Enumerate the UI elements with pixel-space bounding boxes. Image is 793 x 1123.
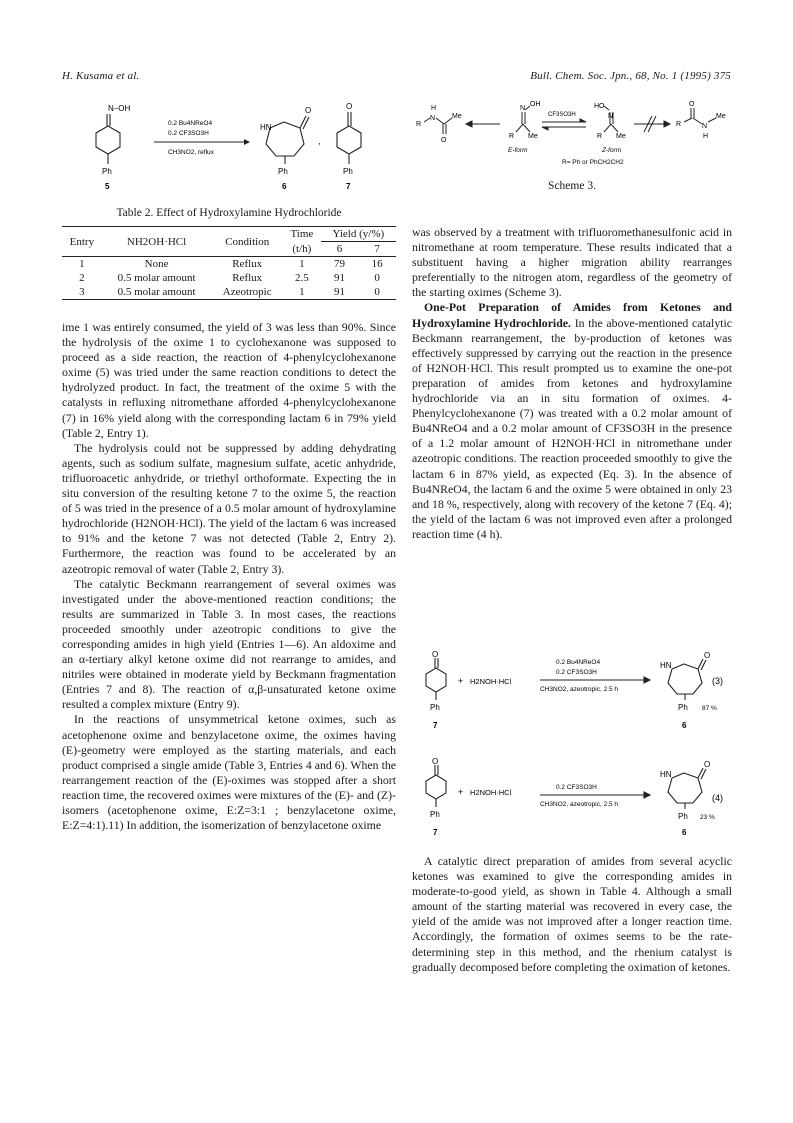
eq4-yield: 23 %: [700, 814, 715, 821]
s3-me-left: Me: [452, 113, 462, 120]
cell-yield-7: 0: [358, 285, 396, 300]
ketone-7-o: O: [346, 102, 353, 111]
cell-condition: Reflux: [232, 258, 263, 270]
ketone-7-ph: Ph: [343, 167, 353, 176]
right-column-body-bottom: [412, 854, 732, 975]
eq3-reagent: H2NOH·HCl: [470, 677, 512, 686]
cell-entry: 2: [79, 272, 85, 284]
table-row: [62, 271, 396, 285]
oxime-5-noh-label: N–OH: [108, 104, 131, 113]
lactam-6-o: O: [305, 106, 312, 115]
table2-header-yield: Yield (y/%): [321, 227, 396, 242]
cell-time: 1: [299, 258, 305, 270]
compound-label-6: 6: [282, 182, 287, 191]
table2-caption: Table 2. Effect of Hydroxylamine Hydrochloride: [116, 207, 342, 219]
lactam-6-ph: Ph: [278, 167, 288, 176]
eq3-label-left: 7: [433, 721, 438, 730]
section-heading: One-Pot Preparation of Amides from Ketones and Hydroxylamine Hydrochloride.: [412, 300, 732, 330]
s3-z-form: Z-form: [602, 147, 622, 154]
compound-label-7: 7: [346, 182, 351, 191]
eq3-hn: HN: [660, 661, 672, 670]
table2-header-col7: 7: [358, 242, 396, 257]
table2-header-time-unit: (t/h): [283, 242, 321, 257]
s3-me-e: Me: [528, 133, 538, 140]
s3-h-right: H: [703, 133, 709, 140]
eq3-cat-2: 0.2 CF3SO3H: [556, 669, 597, 676]
right-column-body-top: [412, 225, 732, 542]
s3-r-right: R: [676, 121, 682, 128]
s3-e-form: E-form: [508, 147, 528, 154]
cell-reagent: 0.5 molar amount: [117, 272, 196, 284]
cell-reagent: 0.5 molar amount: [102, 285, 212, 300]
eq3-lactam-ph: Ph: [678, 703, 688, 712]
paragraph: The catalytic Beckmann rearrangement of several oximes was investigated under the above-mentioned reaction conditions; the results are summarized in Table 3. In most cases, the reactions proceeded smoothly under azeotropic conditions to give the corresponding amides in high yield (Entries 1—6). An aldoxime and an α-tertiary alkyl ketone oxime did not rearrange to amides, and nitriles were obtained in moderate yield by Beckmann fragmentation (Entries 7 and 8). The reaction of α,β-unsaturated ketone oxime resulted a complex mixture (Entry 9).: [62, 576, 396, 712]
eq4-ketone-ph: Ph: [430, 810, 440, 819]
eq4-plus: +: [458, 787, 464, 797]
scheme-comma: ,: [318, 136, 321, 146]
eq4-hn: HN: [660, 770, 672, 779]
cell-yield-7: 0: [374, 272, 380, 284]
cell-time: 1: [283, 285, 321, 300]
paragraph: In the reactions of unsymmetrical ketone oximes, such as acetophenone oxime and benzylacetone oxime, the oximes having (E)-geometry were employed as the starting materials, and each product comprised a single amide (Table 3, Entries 4 and 6). When the rearrangement reaction of the (E)-oximes was stopped after a short reaction time, the recovered oximes were mixtures of the (E)- and (Z)-isomers (acetophenone oxime, E:Z=3:1 ; benzylacetone oxime, E:Z=4:1).11) In addition, the isomerization of benzylacetone oxime: [62, 712, 396, 833]
equation-4: [412, 755, 732, 839]
table2-header-entry: Entry: [62, 227, 102, 257]
eq3-yield: 87 %: [702, 705, 717, 712]
s3-me-right: Me: [716, 113, 726, 120]
s3-reagent: CF3SO3H: [548, 112, 576, 118]
eq4-conditions: CH3NO2, azeotropic, 2.5 h: [540, 801, 619, 808]
paragraph: [412, 300, 732, 542]
compound-label-5: 5: [105, 182, 110, 191]
scheme-oxime-rearrangement: [62, 98, 396, 198]
left-column-body: [62, 320, 396, 833]
scheme3-caption: Scheme 3.: [548, 180, 596, 192]
scheme-conditions: CH3NO2, reflux: [168, 149, 214, 156]
table2-header-col6: 6: [321, 242, 359, 257]
s3-r-left: R: [416, 121, 422, 128]
eq3-cat-1: 0.2 Bu4NReO4: [556, 659, 601, 666]
s3-o-right: O: [689, 101, 695, 108]
eq3-ketone-ph: Ph: [430, 703, 440, 712]
s3-r-definition: R= Ph or PhCH2CH2: [562, 159, 624, 166]
scheme-reagent-1: 0.2 Bu4NReO4: [168, 120, 213, 127]
cell-entry: 1: [79, 258, 85, 270]
lactam-6-hn: HN: [260, 123, 272, 132]
table-row: [62, 257, 396, 272]
table2: [62, 226, 396, 300]
eq4-reagent: H2NOH·HCl: [470, 788, 512, 797]
cell-condition: Reflux: [232, 272, 263, 284]
eq4-lactam-ph: Ph: [678, 812, 688, 821]
s3-oh-e: OH: [530, 101, 541, 108]
cell-time: 2.5: [294, 272, 309, 284]
cell-yield-6: 91: [321, 285, 359, 300]
paragraph: ime 1 was entirely consumed, the yield of 3 was less than 90%. Since the hydrolysis of the oxime 1 to cyclohexanone was supposed to proceed as a side reaction, the reaction of 4-phenylcyclohexanone oxime (5) was tried under the same reaction conditions to detect the hydrolyzed product. In fact, the treatment of the oxime 5 with the catalysts in refluxing nitromethane afforded 4-phenylcyclohexanone (7) in 16% yield along with the corresponding lactam 6 in 79% yield (Table 2, Entry 1).: [62, 320, 396, 440]
eq4-cat-1: 0.2 CF3SO3H: [556, 784, 597, 791]
table2-header-time: Time: [283, 227, 321, 242]
cell-yield-7: 16: [371, 258, 383, 270]
eq4-label-left: 7: [433, 828, 438, 837]
cell-yield-6: 79: [333, 258, 345, 270]
cell-yield-6: 91: [333, 272, 345, 284]
running-header-authors: H. Kusama et al.: [62, 70, 140, 82]
eq3-plus: +: [458, 676, 464, 686]
oxime-5-structure: [96, 114, 120, 164]
eq4-number: (4): [712, 793, 723, 803]
paragraph: The hydrolysis could not be suppressed by adding dehydrating agents, such as sodium sulfate, magnesium sulfate, acetic anhydride, trifluoroacetic anhydride, or triethyl orthoformate. Expecting the in situ conversion of the resulting ketone 7 to the oxime 5, the reaction of 5 was tried in the presence of a 0.5 molar amount of hydroxylamine hydrochloride (H2NOH·HCl). The yield of the lactam 6 was increased to 91% and the ketone 7 was not detected (Table 2, Entry 2). Furthermore, the reaction was found to be accelerated by an azeotropic removal of water (Table 2, Entry 3).: [62, 440, 396, 576]
s3-r-z: R: [597, 133, 603, 140]
scheme-reagent-2: 0.2 CF3SO3H: [168, 130, 209, 137]
s3-r-e: R: [509, 133, 515, 140]
s3-n-right: N: [702, 123, 708, 130]
s3-me-z: Me: [616, 133, 626, 140]
section-text: In the above-mentioned catalytic Beckmann rearrangement, the by-production of ketones was effectively suppressed by carrying out the reaction in the presence of H2NOH·HCl. This result prompted us to examine the one-pot preparation of amides from ketones and hydroxylamine hydrochloride via an in situ formation of oximes. 4-Phenylcyclohexanone (7) was treated with a 0.2 molar amount of Bu4NReO4 and a 0.2 molar amount of CF3SO3H in the presence of a 1.2 molar amount of H2NOH·HCl in nitromethane under azeotropic conditions. The reaction proceeded smoothly to give the lactam 6 in 87% yield, as expected (Eq. 3). In the absence of Bu4NReO4, the lactam 6 and the oxime 5 were obtained in only 23 and 18 %, respectively, along with recovery of the ketone 7 (Eq. 4); the yield of the lactam 6 was not improved even after a prolonged reaction time (4 h).: [412, 315, 733, 541]
table2-header-condition: Condition: [211, 227, 283, 257]
scheme-3: [412, 98, 742, 180]
cell-entry: 3: [62, 285, 102, 300]
lactam-6-structure: [266, 116, 309, 164]
cell-condition: Azeotropic: [211, 285, 283, 300]
s3-ho-z: HO: [594, 103, 605, 110]
eq3-number: (3): [712, 676, 723, 686]
table2-header-reagent: NH2OH·HCl: [102, 227, 212, 257]
s3-n-z: N: [608, 113, 614, 120]
eq3-lactam-o: O: [704, 651, 711, 660]
eq3-ketone-o: O: [432, 650, 439, 659]
s3-n-left: N: [430, 115, 436, 122]
s3-h-left: H: [431, 105, 437, 112]
paragraph: was observed by a treatment with trifluoromethanesulfonic acid in nitromethane at room temperature. These results indicated that a substituent having a higher migration ability rearranges preferentially to the nitrogen atom, regardless of the geometry of the starting oximes (Scheme 3).: [412, 225, 732, 300]
running-header-journal: Bull. Chem. Soc. Jpn., 68, No. 1 (1995) 375: [530, 70, 731, 82]
table-row: [62, 285, 396, 300]
cell-reagent: None: [144, 258, 169, 270]
eq4-ketone-o: O: [432, 757, 439, 766]
eq3-conditions: CH3NO2, azeotropic, 2.5 h: [540, 686, 619, 693]
eq4-label-right: 6: [682, 828, 687, 837]
oxime-5-ph: Ph: [102, 167, 112, 176]
s3-n-e: N: [520, 105, 526, 112]
paragraph: A catalytic direct preparation of amides from several acyclic ketones was examined to give the corresponding amides in moderate-to-good yield, as shown in Table 4. Although a small amount of the starting material was recovered in every case, the yield of the amide was not improved after a longer reaction time. Accordingly, the formation of oximes seems to be the rate-determining step in this method, and the rhenium catalyst is gradually decomposed before completing the oximation of ketones.: [412, 854, 732, 974]
eq4-lactam-o: O: [704, 760, 711, 769]
equation-3: [412, 648, 732, 732]
s3-o-left: O: [441, 137, 447, 144]
ketone-7-structure: [337, 112, 361, 164]
eq3-label-right: 6: [682, 721, 687, 730]
